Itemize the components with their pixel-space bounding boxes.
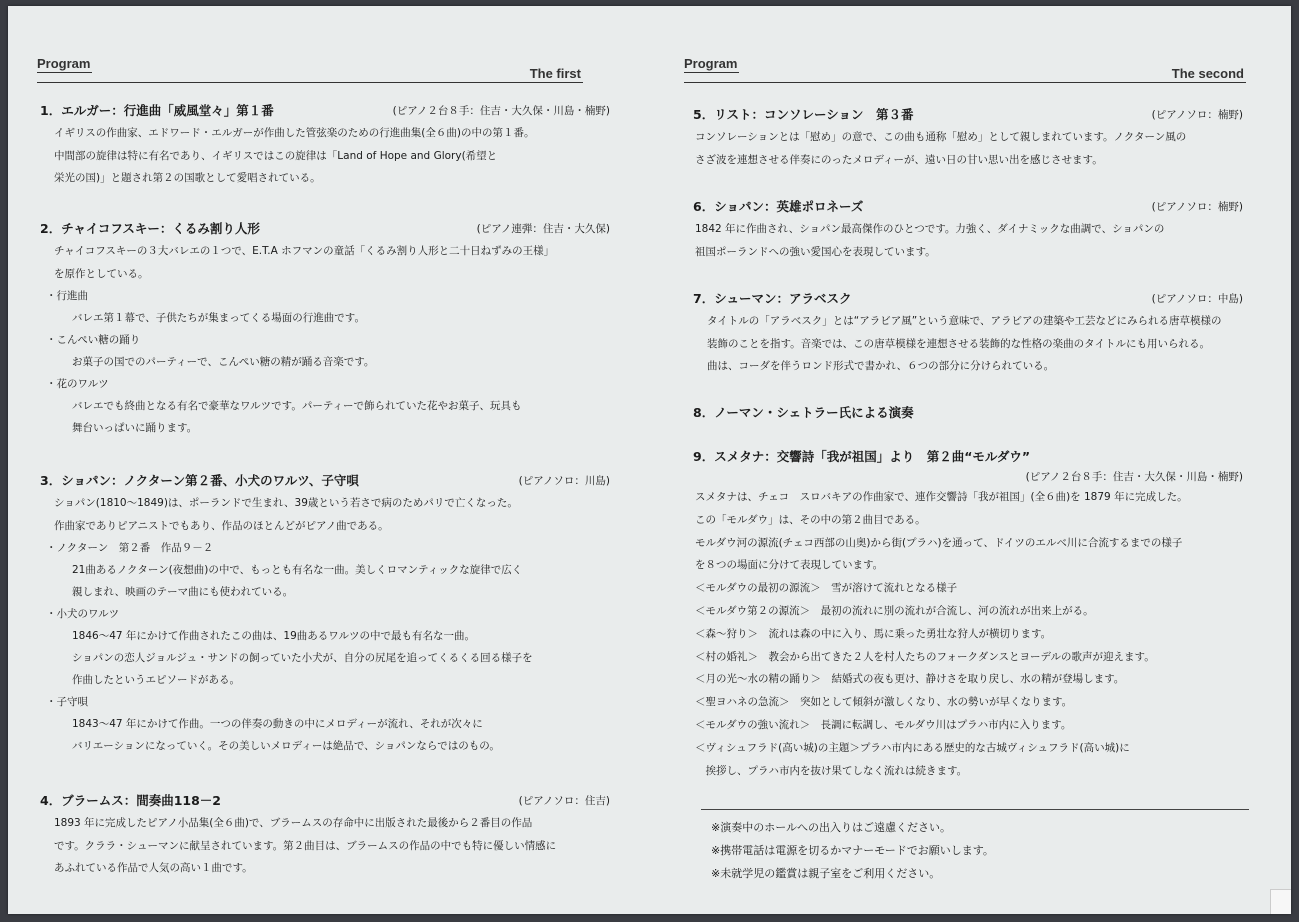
note-line: ※演奏中のホールへの出入りはご遠慮ください。 <box>711 821 951 834</box>
description-line: スメタナは、チェコ スロバキアの作曲家で、連作交響詩「我が祖国」(全６曲)を 1879 年に完成した。 <box>695 491 1188 503</box>
description-line: 1842 年に作曲され、ショパン最高傑作のひとつです。力強く、ダイナミックな曲調で、ショパンの <box>695 223 1165 235</box>
description-line: この「モルダウ」は、その中の第２曲目である。 <box>695 513 926 526</box>
audience-notes <box>711 816 994 885</box>
movement-title: ・ノクターン 第２番 作品９－２ <box>46 542 214 554</box>
page-corner <box>1270 889 1291 914</box>
item-title: 4．ブラームス：間奏曲118－2 <box>40 793 221 808</box>
movement-description: 作曲したというエピソードがある。 <box>72 674 240 686</box>
item-title: 5．リスト：コンソレーション 第３番 <box>693 107 914 122</box>
program-item-9 <box>691 446 1243 782</box>
description-line: 1893 年に完成したピアノ小品集(全６曲)で、ブラームスの存命中に出版された最後から２番目の作品 <box>54 817 533 829</box>
scene-line: 挨拶し、プラハ市内を抜け果てしなく流れは続きます。 <box>695 764 968 777</box>
item-description <box>691 218 1243 263</box>
movement-description: ショパンの恋人ジョルジュ・サンドの飼っていた小犬が、自分の尻尾を追ってくるくる回る様子を <box>72 652 533 664</box>
description-line: 作曲家でありピアニストでもあり、作品のほとんどがピアノ曲である。 <box>54 519 389 532</box>
movement-title: ・花のワルツ <box>46 378 109 390</box>
description-line: 曲は、コーダを伴うロンド形式で書かれ、６つの部分に分けられている。 <box>707 360 1055 372</box>
movement-description: お菓子の国でのパーティーで、こんぺい糖の精が踊る音楽です。 <box>72 356 375 368</box>
program-item-5 <box>691 104 1243 171</box>
description-line: 祖国ポーランドへの強い愛国心を表現しています。 <box>695 245 936 258</box>
movement-list <box>38 537 610 757</box>
movement-list <box>38 285 610 439</box>
right-column <box>691 6 1243 914</box>
movement-title: ・こんぺい糖の踊り <box>46 334 141 346</box>
description-line: タイトルの「アラベスク」とは“アラビア風”という意味で、アラビアの建築や工芸などにみられる唐草模様の <box>707 315 1222 327</box>
description-line: チャイコフスキーの３大バレエの１つで、E.T.A ホフマンの童話「くるみ割り人形と二十日ねずみの王様」 <box>54 245 555 257</box>
note-line: ※携帯電話は電源を切るかマナーモードでお願いします。 <box>711 844 994 857</box>
description-line: イギリスの作曲家、エドワード・エルガーが作曲した管弦楽のための行進曲集(全６曲)の中の第１番。 <box>54 127 535 139</box>
program-item-2 <box>38 218 610 439</box>
item-description <box>691 126 1243 171</box>
movement-description: バレエ第１幕で、子供たちが集まってくる場面の行進曲です。 <box>72 312 365 324</box>
item-description <box>38 812 610 880</box>
item-description <box>38 122 610 190</box>
description-line: です。クララ・シューマンに献呈されています。第２曲目は、ブラームスの作品の中でも特に優しい情感に <box>54 839 557 852</box>
scene-line: ＜月の光～水の精の踊り＞ 結婚式の夜も更け、静けさを取り戻し、水の精が登場します。 <box>695 673 1125 686</box>
item-performers: (ピアノ２台８手：住吉・大久保・川島・楠野) <box>1025 471 1243 483</box>
program-label: Program <box>37 56 91 71</box>
item-performers: (ピアノソロ：楠野) <box>1151 109 1243 121</box>
description-line: モルダウ河の源流(チェコ西部の山奥)から街(プラハ)を通って、ドイツのエルベ川に合流するまでの様子 <box>695 536 1183 549</box>
note-line: ※未就学児の鑑賞は親子室をご利用ください。 <box>711 867 941 880</box>
movement-title: ・行進曲 <box>46 290 88 302</box>
item-performers: (ピアノソロ：楠野) <box>1151 201 1243 213</box>
item-description <box>691 486 1243 782</box>
movement-description: 舞台いっぱいに踊ります。 <box>72 422 198 434</box>
description-line: 中間部の旋律は特に有名であり、イギリスではこの旋律は「Land of Hope and Glory(希望と <box>54 149 498 162</box>
left-column <box>38 6 610 914</box>
notes-divider <box>701 809 1249 810</box>
item-title: 8．ノーマン・シェトラー氏による演奏 <box>693 405 914 420</box>
item-performers: (ピアノソロ：住吉) <box>518 795 610 807</box>
item-title: 6．ショパン：英雄ポロネーズ <box>693 199 864 214</box>
item-title: 7．シューマン：アラベスク <box>693 291 852 306</box>
item-description <box>691 310 1243 378</box>
description-line: あふれている作品で人気の高い１曲です。 <box>54 862 253 874</box>
description-line: 栄光の国)」と題され第２の国歌として愛唱されている。 <box>54 172 321 184</box>
item-title: 9．スメタナ：交響詩「我が祖国」より 第２曲“モルダウ” <box>693 449 1031 464</box>
description-line: を原作としている。 <box>54 267 149 280</box>
scene-line: ＜モルダウ第２の源流＞ 最初の流れに別の流れが合流し、河の流れが出来上がる。 <box>695 604 1094 617</box>
movement-description: 21曲あるノクターン(夜想曲)の中で、もっとも有名な一曲。美しくロマンティックな旋律で広く <box>72 564 523 576</box>
item-performers: (ピアノ２台８手：住吉・大久保・川島・楠野) <box>392 105 610 117</box>
movement-title: ・小犬のワルツ <box>46 608 120 620</box>
program-item-1 <box>38 100 610 190</box>
description-line: さざ波を連想させる伴奏にのったメロディーが、遠い日の甘い思い出を感じさせます。 <box>695 153 1103 166</box>
item-description <box>38 492 610 537</box>
scene-line: ＜モルダウの最初の源流＞ 雪が溶けて流れとなる様子 <box>695 582 958 595</box>
scene-line: ＜森～狩り＞ 流れは森の中に入り、馬に乗った勇壮な狩人が横切ります。 <box>695 627 1052 640</box>
movement-description: 1843～47 年にかけて作曲。一つの伴奏の動きの中にメロディーが流れ、それが次々に <box>72 718 483 730</box>
item-title: 3．ショパン：ノクターン第２番、小犬のワルツ、子守唄 <box>40 473 359 488</box>
item-title: 1．エルガー：行進曲「威風堂々」第１番 <box>40 103 274 118</box>
scene-line: ＜聖ヨハネの急流＞ 突如として傾斜が激しくなり、水の勢いが早くなります。 <box>695 696 1073 709</box>
program-item-7 <box>691 288 1243 378</box>
description-line: コンソレーションとは「慰め」の意で、この曲も通称「慰め」として親しまれています。ノクターン風の <box>695 131 1187 143</box>
section-label: The second <box>1171 66 1244 81</box>
scene-line: ＜村の婚礼＞ 教会から出てきた２人を村人たちのフォークダンスとヨーデルの歌声が迎えます。 <box>695 650 1155 663</box>
item-performers: (ピアノソロ：川島) <box>518 475 610 487</box>
section-label: The first <box>529 66 581 81</box>
program-sheet <box>8 6 1291 914</box>
program-item-8 <box>691 402 1243 424</box>
description-line: を８つの場面に分けて表現しています。 <box>695 559 884 572</box>
movement-title: ・子守唄 <box>46 696 88 708</box>
description-line: 装飾のことを指す。音楽では、この唐草模様を連想させる装飾的な性格の楽曲のタイトルにも用いられる。 <box>707 337 1210 350</box>
scene-line: ＜ヴィシュフラド(高い城)の主題＞プラハ市内にある歴史的な古城ヴィシュフラド(高い城)に <box>695 741 1130 754</box>
item-title: 2．チャイコフスキー：くるみ割り人形 <box>40 221 260 236</box>
program-item-6 <box>691 196 1243 263</box>
item-description <box>38 240 610 285</box>
movement-description: バリエーションになっていく。その美しいメロディーは絶品で、ショパンならではのもの。 <box>72 740 500 752</box>
movement-description: 親しまれ、映画のテーマ曲にも使われている。 <box>72 586 294 598</box>
movement-description: バレエでも終曲となる有名で豪華なワルツです。パーティーで飾られていた花やお菓子、玩具も <box>72 400 522 412</box>
program-item-3 <box>38 470 610 757</box>
program-label: Program <box>684 56 738 71</box>
description-line: ショパン(1810～1849)は、ポーランドで生まれ、39歳という若さで病のためパリで亡くなった。 <box>54 497 518 509</box>
movement-description: 1846～47 年にかけて作曲されたこの曲は、19曲あるワルツの中で最も有名な一曲。 <box>72 630 475 642</box>
item-performers: (ピアノ連弾：住吉・大久保) <box>476 223 610 235</box>
item-performers: (ピアノソロ：中島) <box>1151 293 1243 305</box>
scene-line: ＜モルダウの強い流れ＞ 長調に転調し、モルダウ川はプラハ市内に入ります。 <box>695 718 1072 731</box>
program-item-4 <box>38 790 610 880</box>
